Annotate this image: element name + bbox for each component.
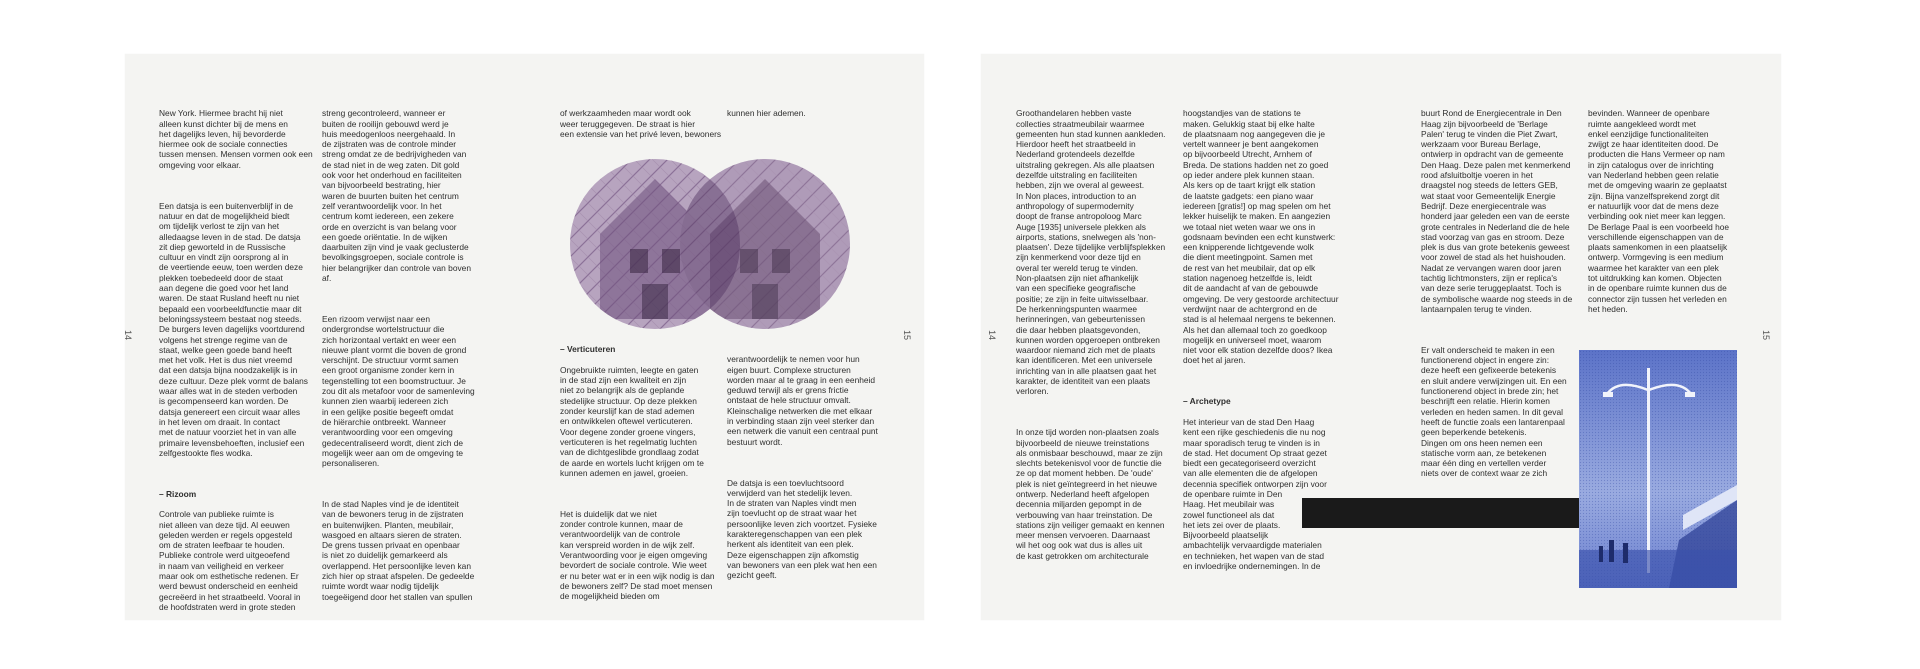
subheading-verticuteren: – Verticuteren bbox=[560, 344, 616, 355]
text-column-3 bbox=[560, 334, 722, 614]
lamppost-photo bbox=[1579, 350, 1737, 588]
right-spread bbox=[981, 54, 1781, 620]
paragraph: Groothandelaren hebben vaste collecties straatmeubilair waarmee gemeenten hun stad kunnen aankleden. Hierdoor heeft het straatbeeld in Nederland grotendeels dezelfde uitstraling gekregen. Als alle plaatsen dezelfde uitstraling en faciliteiten hebben, zijn we overal al geweest. In Non places, introduction to an anthropology of supermodernity doopt de franse antropoloog Marc Auge [1935] universele plekken als airports, stations, snelwegen als 'non- plaatsen'. Deze tijdelijke verblijfsplekken zijn kenmerkend voor deze tijd en overal ter wereld terug te vinden. Non-plaatsen zijn niet afhankelijk van een specifieke geografische positie; ze zijn in feite uitwisselbaar. De herkenningspunten waarmee herinneringen, van gebeurtenissen die daar hebben plaatsgevonden, kunnen worden opgeroepen ontbreken waardoor niemand zich met de plaats kan identificeren. Met een universele inrichting van in alle plaatsen gaat het karakter, de identiteit van een plaats verloren. bbox=[1016, 108, 1166, 397]
text-column-2 bbox=[322, 98, 487, 613]
text-column-1 bbox=[1016, 98, 1182, 613]
black-bar bbox=[1302, 498, 1615, 528]
paragraph: Controle van publieke ruimte is niet alleen van deze tijd. Al eeuwen geleden werden er regels opgesteld om de straten leefbaar te houden. Publieke controle werd uitgeoefend in naam van veiligheid en verkeer maar ook om esthetische redenen. Er werd bewust onderscheid en eenheid gecreëerd in het straatbeeld. Vooral in de hoofdstraten werd in grote steden bbox=[159, 509, 301, 612]
paragraph: Een rizoom verwijst naar een ondergrondse wortelstructuur die zich horizontaal vertakt en weer een nieuwe plant vormt die boven de grond verschijnt. De structuur vormt samen een groot organisme zonder kern in tegenstelling tot een boomstructuur. Je zou dit als metafoor voor de samenleving kunnen zien waarbij iedereen zich in een gelijke positie begeeft omdat de hiërarchie ontbreekt. Wanneer verantwoording voor een omgeving gedecentraliseerd wordt, dient zich de mogelijk weer aan om de omgeving te personaliseren. bbox=[322, 313, 475, 469]
page-number-right: 15 bbox=[1761, 329, 1772, 341]
text-column-3 bbox=[1421, 98, 1587, 518]
paragraph: De datsja is een toevluchtsoord verwijderd van het stedelijk leven. In de straten van Naples vindt men zijn toevlucht op de straat waar het persoonlijke leven zich voortzet. Fysieke karakteregenschappen van een plek herkent als identiteit van een plek. Deze eigenschappen zijn afkomstig van bewoners van een plek wat hen een gezicht geeft. bbox=[727, 477, 877, 581]
paragraph: Een datsja is een buitenverblijf in de natuur en dat de mogelijkheid biedt om tijdelijk verlost te zijn van het alledaagse leven in de stad. De datsja zit diep geworteld in de Russische cultuur en vindt zijn oorsprong al in de veertiende eeuw, toen werden deze plekken toebedeeld door de staat aan degene die goed voor het land waren. De staat Rusland heeft nu niet bepaald een voorbeeldfunctie maar dit beloningssysteem bestaat nog steeds. De burgers leven dagelijks voortdurend volgens het strenge regime van de staat, welke geen goede band heeft met het volk. Het is dus niet vreemd dat een datsja bijna noodzakelijk is in deze cultuur. Deze plek vormt de balans waar alles wat in de steden verboden is gecompenseerd kan worden. De datsja genereert een circuit waar alles in het leven om draait. In contact met de natuur voorziet het in van alle primaire levensbehoeften, inclusief een zelfgestookte fles wodka. bbox=[159, 200, 308, 458]
text-column-4 bbox=[1588, 98, 1754, 338]
paragraph: bevinden. Wanneer de openbare ruimte aangekleed wordt met enkel eenzijdige functionaliteiten zwijgt ze haar identiteiten dood. De producten die Hans Vermeer op nam in zijn catalogus over de inrichting van Nederland hebben geen relatie met de omgeving waarin ze geplaatst zijn. Bijna vanzelfsprekend zorgt dit er natuurlijk voor dat de mens deze verbinding ook niet meer kan leggen. De Berlage Paal is een voorbeeld hoe verschillende eigenschappen van de plaats samenkomen in een plaatselijk ontwerp. Vormgeving is een medium waarmee het karakter van een plek tot uitdrukking kan komen. Objecten in de openbare ruimte kunnen dus de connector zijn tussen het verleden en het heden. bbox=[1588, 108, 1730, 314]
paragraph: New York. Hiermee bracht hij niet alleen kunst dichter bij de mens en het dagelijks leven, hij bevorderde hiermee ook de sociale connecties tussen mensen. Mensen vormen ook een omgeving voor elkaar. bbox=[159, 108, 313, 170]
paragraph: kunnen hier ademen. bbox=[727, 108, 806, 119]
subheading-archetype: – Archetype bbox=[1183, 396, 1231, 407]
paragraph: Het interieur van de stad Den Haag kent een rijke geschiedenis die nu nog maar sporadisch terug te vinden is in de stad. Het document Op straat gezet biedt een gecategoriseerd overzicht van alle elementen die de afgelopen decennia specifiek ontworpen zijn voor de openbare ruimte in Den Haag. Het meubilair was zowel functioneel als dat het iets zei over de plaats. Bijvoorbeeld plaatselijk ambachtelijk vervaardigde materialen en technieken, het wapen van de stad en invloedrijke ondernemingen. In de bbox=[1183, 416, 1327, 572]
page-number-right: 15 bbox=[902, 329, 913, 341]
paragraph: Er valt onderscheid te maken in een functionerend object in engere zin: deze heeft een gefixeerde betekenis en sluit andere verwijzingen uit. En een functionerend object in brede zin; het beschrijft een relatie. Hierin komen verleden en heden samen. In dit geval heeft de functie zoals een lantarenpaal geen beperkende betekenis. Dingen om ons heen nemen een statische vorm aan, ze betekenen maar één ding en vertellen verder niets over de context waar ze zich bbox=[1421, 344, 1567, 479]
page-number-left: 14 bbox=[987, 329, 998, 341]
overlapping-circle-photos bbox=[570, 149, 860, 334]
text-column-2 bbox=[1183, 98, 1348, 613]
paragraph: verantwoordelijk te nemen voor hun eigen buurt. Complexe structuren worden maar al te graag in een eenheid geduwd terwijl als er grens frictie ontstaat de hele structuur omvalt. Kleinschalige netwerken die met elkaar in verbinding staan zijn veel sterker dan een netwerk die vanuit een centraal punt bestuurt wordt. bbox=[727, 354, 878, 447]
paragraph: In de stad Naples vind je de identiteit van de bewoners terug in de zijstraten en buitenwijken. Planten, meubilair, wasgoed en altaars sieren de straten. De grens tussen privaat en openbaar is niet zo duidelijk gemarkeerd als overlappend. Het persoonlijke leven kan zich hier op straat afspelen. De gedeelde ruimte wordt waar nodig tijdelijk toegeëigend door het stallen van spullen bbox=[322, 498, 475, 602]
paragraph: streng gecontroleerd, wanneer er buiten de rooilijn gebouwd werd je huis meedogenloos neergehaald. In de zijstraten was de controle minder streng omdat ze de bedrijvigheden van de stad niet in de weg zaten. Dit gold ook voor het onderhoud en faciliteiten van bijvoorbeeld bestrating, hier waren de buurten buiten het centrum zelf verantwoordelijk voor. In het centrum komt iedereen, een zekere orde en overzicht is van belang voor een goede oriëntatie. In de wijken daarbuiten zijn vind je vaak geclusterde bevolkingsgroepen, sociale controle is hier belangrijker dan controle van boven af. bbox=[322, 108, 471, 284]
paragraph: buurt Rond de Energiecentrale in Den Haag zijn bijvoorbeeld de 'Berlage Palen' terug te vinden die Piet Zwart, werkzaam voor Bureau Berlage, ontwierp in opdracht van de gemeente Den Haag. Deze palen met kenmerkend rood afsluitboltje voeren in het draagstel nog steeds de letters GEB, wat staat voor Gemeentelijk Energie Bedrijf. Deze energiecentrale was honderd jaar geleden een van de eerste grote centrales in Nederland die de hele stad voorzag van gas en stroom. Deze plek is dus van grote betekenis geweest voor zowel de stad als het huishouden. Nadat ze vervangen waren door jaren tachtig lichtmonsters, zijn er replica's van deze serie teruggeplaatst. Toch is de symbolische waarde nog steeds in de lantaarnpalen terug te vinden. bbox=[1421, 108, 1573, 314]
paragraph: Ongebruikte ruimten, leegte en gaten in de stad zijn een kwaliteit en zijn niet zo belangrijk als de geplande stedelijke structuur. Op deze plekken zonder keurslijf kan de stad ademen en ontwikkelen oftewel verticuteren. Voor degene zonder groene vingers, verticuteren is het regelmatig luchten van de dichtgeslibde grondlaag zodat de aarde en wortels lucht krijgen om te kunnen ademen en jawel, groeien. bbox=[560, 364, 704, 478]
paragraph: hoogstandjes van de stations te maken. Gelukkig staat bij elke halte de plaatsnaam nog aangegeven die je vertelt wanneer je bent aangekomen op bijvoorbeeld Utrecht, Arnhem of Breda. De stations hadden net zo goed op ieder andere plek kunnen staan. Als kers op de taart krijgt elk station de laatste gadgets: een piano waar iedereen [gratis!] op mag spelen om het lekker huiselijk te maken. En aangezien we totaal niet weten waar we ons in godsnaam bevinden een echt kunstwerk: een knipperende lichtgevende wolk die dient meetingpoint. Samen met de rest van het meubilair, dat op elk station nagenoeg hetzelfde is, leidt dit de aandacht af van de gebouwde omgeving. De very gestoorde architectuur verdwijnt naar de achtergrond en de stad is al helemaal nergens te bekennen. Als het dan allemaal toch zo goedkoop mogelijk en universeel moet, waarom niet voor elk station dezelfde doos? Ikea doet het al jaren. bbox=[1183, 108, 1339, 366]
text-column-4 bbox=[727, 344, 895, 614]
paragraph: In onze tijd worden non-plaatsen zoals bijvoorbeeld de nieuwe treinstations als onmisbaar beschouwd, maar ze zijn slechts betekenisvol voor de functie die ze op dat moment hebben. De 'oude' plek is niet geïntegreerd in het nieuwe ontwerp. Nederland heeft afgelopen decennia miljarden gepompt in de verbouwing van haar treinstation. De stations zijn veiliger gemaakt en kennen meer mensen vervoeren. Daarnaast wil het oog ook wat dus is alles uit de kast getrokken om architecturale bbox=[1016, 427, 1165, 561]
text-column-1 bbox=[159, 98, 315, 613]
text-column-3-top bbox=[560, 98, 722, 148]
text-column-4-top bbox=[727, 98, 889, 119]
paragraph: Het is duidelijk dat we niet zonder controle kunnen, maar de verantwoordelijk van de controle kan verspreid worden in de wijk zelf. Verantwoording voor je eigen omgeving bevordert de sociale controle. Wie weet er nu beter wat er in een wijk nodig is dan de bewoners zelf? De stad moet mensen de mogelijkheid bieden om bbox=[560, 508, 715, 602]
paragraph: of werkzaamheden maar wordt ook weer teruggegeven. De straat is hier een extensie van het privé leven, bewoners bbox=[560, 108, 722, 139]
page-number-left: 14 bbox=[123, 329, 134, 341]
left-spread bbox=[125, 54, 924, 620]
subheading-rizoom: – Rizoom bbox=[159, 488, 197, 499]
